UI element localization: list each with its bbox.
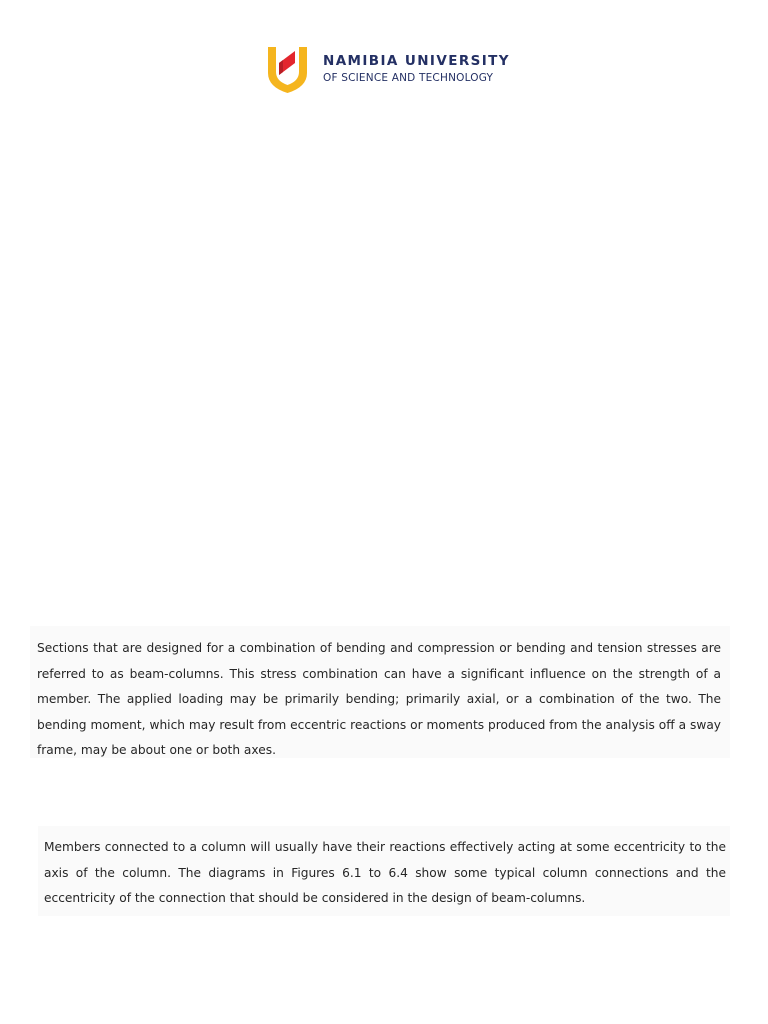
- text-line: referred to as beam-columns. This stress combination can have a significant influence on the strength of a: [37, 666, 721, 681]
- paragraph-column-connections: [44, 835, 726, 912]
- text-line: Sections that are designed for a combination of bending and compression or bending and tension stresses are: [37, 641, 721, 655]
- text-line: eccentricity of the connection that should be considered in the design of beam-columns.: [44, 891, 586, 906]
- text-line: frame, may be about one or both axes.: [37, 743, 276, 758]
- text-line: bending moment, which may result from eccentric reactions or moments produced from the analysis off a sway: [37, 717, 721, 732]
- university-logo: [265, 43, 510, 95]
- text-line: Members connected to a column will usually have their reactions effectively acting at some eccentricity to the: [44, 840, 726, 854]
- text-line: axis of the column. The diagrams in Figures 6.1 to 6.4 show some typical column connections and the: [44, 865, 726, 880]
- logo-university-name: NAMIBIA UNIVERSITY: [323, 52, 510, 69]
- paragraph-beam-columns: [37, 636, 721, 764]
- shield-logo-icon: [265, 43, 310, 95]
- text-line: member. The applied loading may be primarily bending; primarily axial, or a combination of the two. The: [37, 692, 721, 707]
- logo-university-subtitle: OF SCIENCE AND TECHNOLOGY: [323, 72, 494, 84]
